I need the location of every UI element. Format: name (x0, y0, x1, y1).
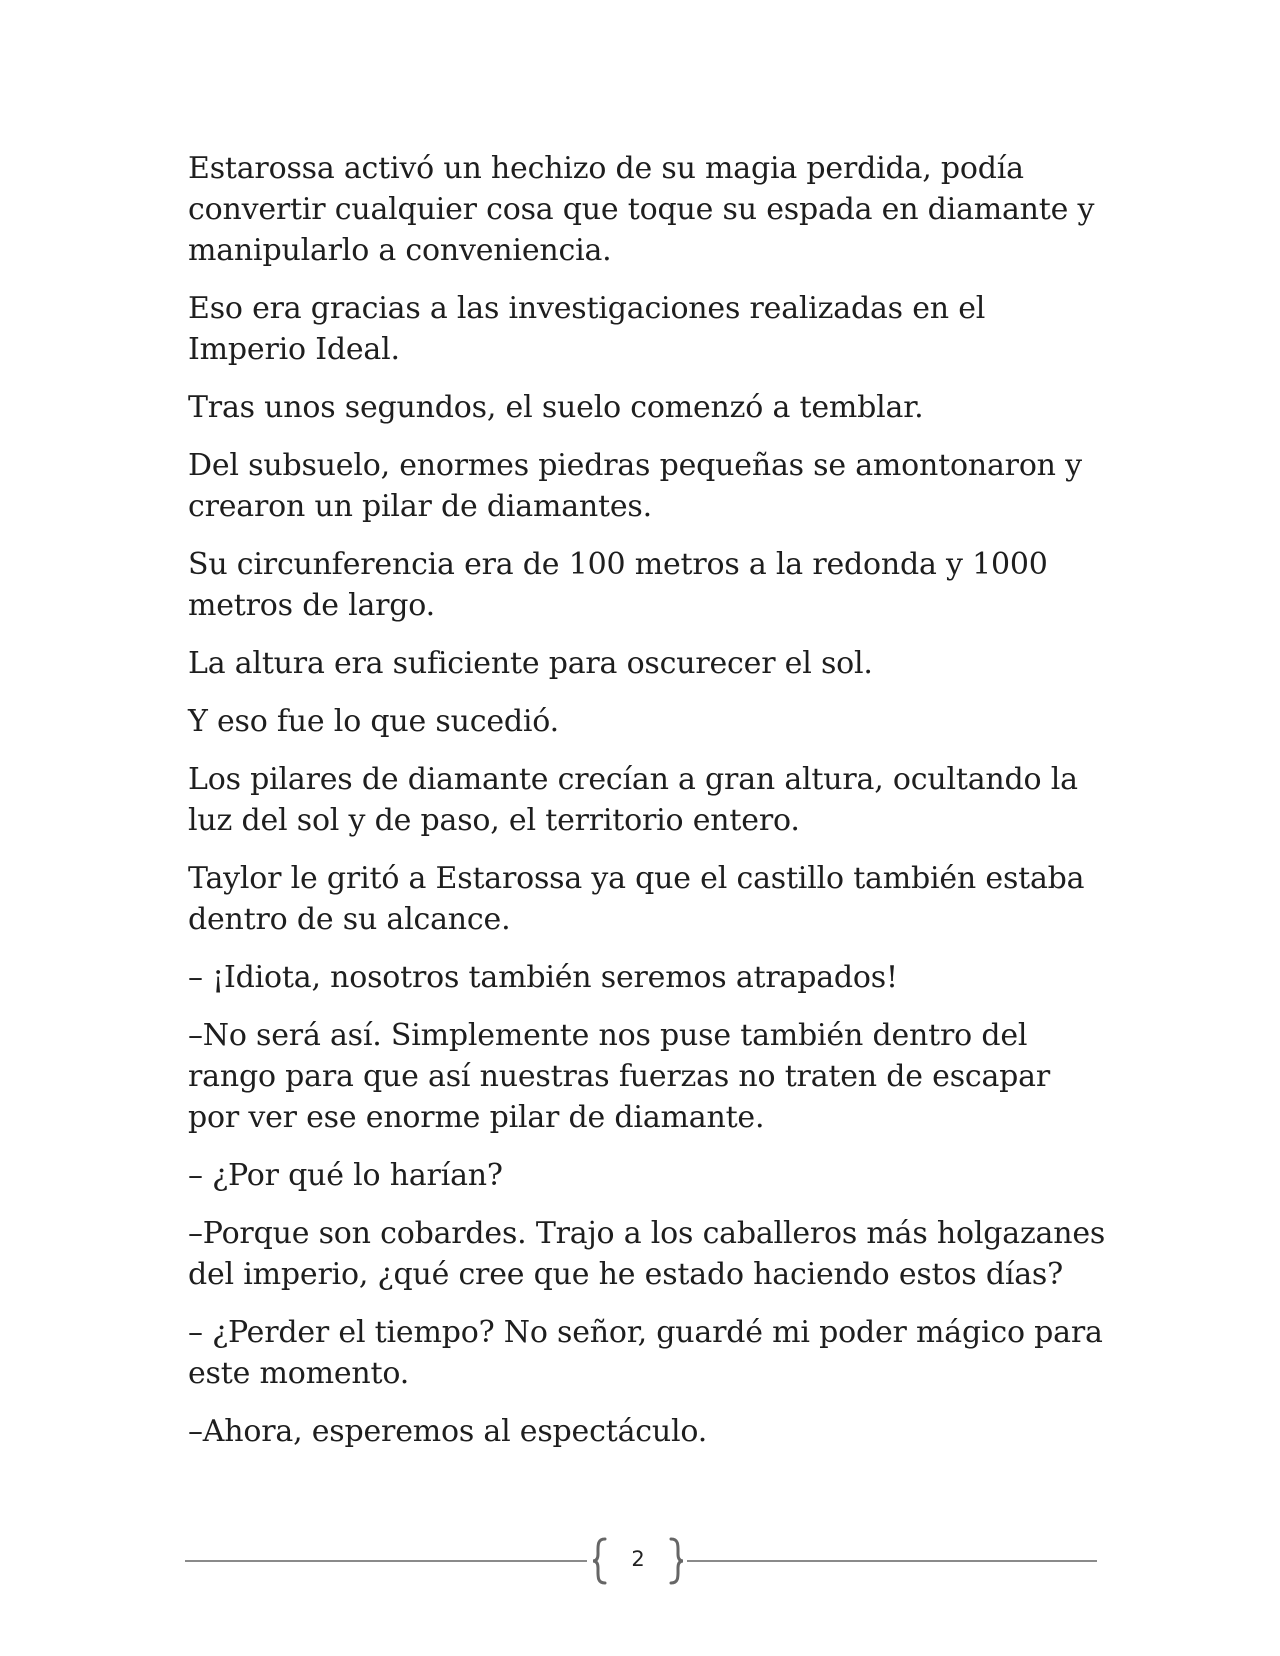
dialogue-line: – ¿Perder el tiempo? No señor, guardé mi poder mágico para este momento. (188, 1315, 1103, 1391)
dialogue-line: –Porque son cobardes. Trajo a los caballeros más holgazanes del imperio, ¿qué cree que he estado haciendo estos días? (188, 1216, 1106, 1292)
dialogue-line: – ¿Por qué lo harían? (188, 1158, 503, 1193)
page-footer (185, 1536, 1097, 1586)
paragraph: Del subsuelo, enormes piedras pequeñas se amontonaron y crearon un pilar de diamantes. (188, 448, 1082, 524)
dialogue-line: –Ahora, esperemos al espectáculo. (188, 1414, 708, 1449)
footer-rule-left (185, 1560, 587, 1562)
page-body (188, 148, 1108, 1469)
paragraph: Tras unos segundos, el suelo comenzó a temblar. (188, 390, 924, 425)
paragraph: Su circunferencia era de 100 metros a la redonda y 1000 metros de largo. (188, 547, 1048, 623)
right-bracket-icon (665, 1536, 687, 1586)
dialogue-line: –No será así. Simplemente nos puse también dentro del rango para que así nuestras fuerzas no traten de escapar por ver ese enorme pilar de diamante. (188, 1018, 1051, 1135)
paragraph: Estarossa activó un hechizo de su magia perdida, podía convertir cualquier cosa que toque su espada en diamante y manipularlo a conveniencia. (188, 151, 1095, 268)
paragraph: Y eso fue lo que sucedió. (188, 704, 559, 739)
dialogue-line: – ¡Idiota, nosotros también seremos atrapados! (188, 960, 898, 995)
paragraph: Los pilares de diamante crecían a gran altura, ocultando la luz del sol y de paso, el territorio entero. (188, 762, 1078, 838)
footer-rule-right (687, 1560, 1097, 1562)
page-number: 2 (631, 1547, 645, 1571)
left-bracket-icon (589, 1536, 611, 1586)
paragraph: La altura era suficiente para oscurecer el sol. (188, 646, 873, 681)
paragraph: Eso era gracias a las investigaciones realizadas en el Imperio Ideal. (188, 291, 986, 367)
paragraph: Taylor le gritó a Estarossa ya que el castillo también estaba dentro de su alcance. (188, 861, 1085, 937)
